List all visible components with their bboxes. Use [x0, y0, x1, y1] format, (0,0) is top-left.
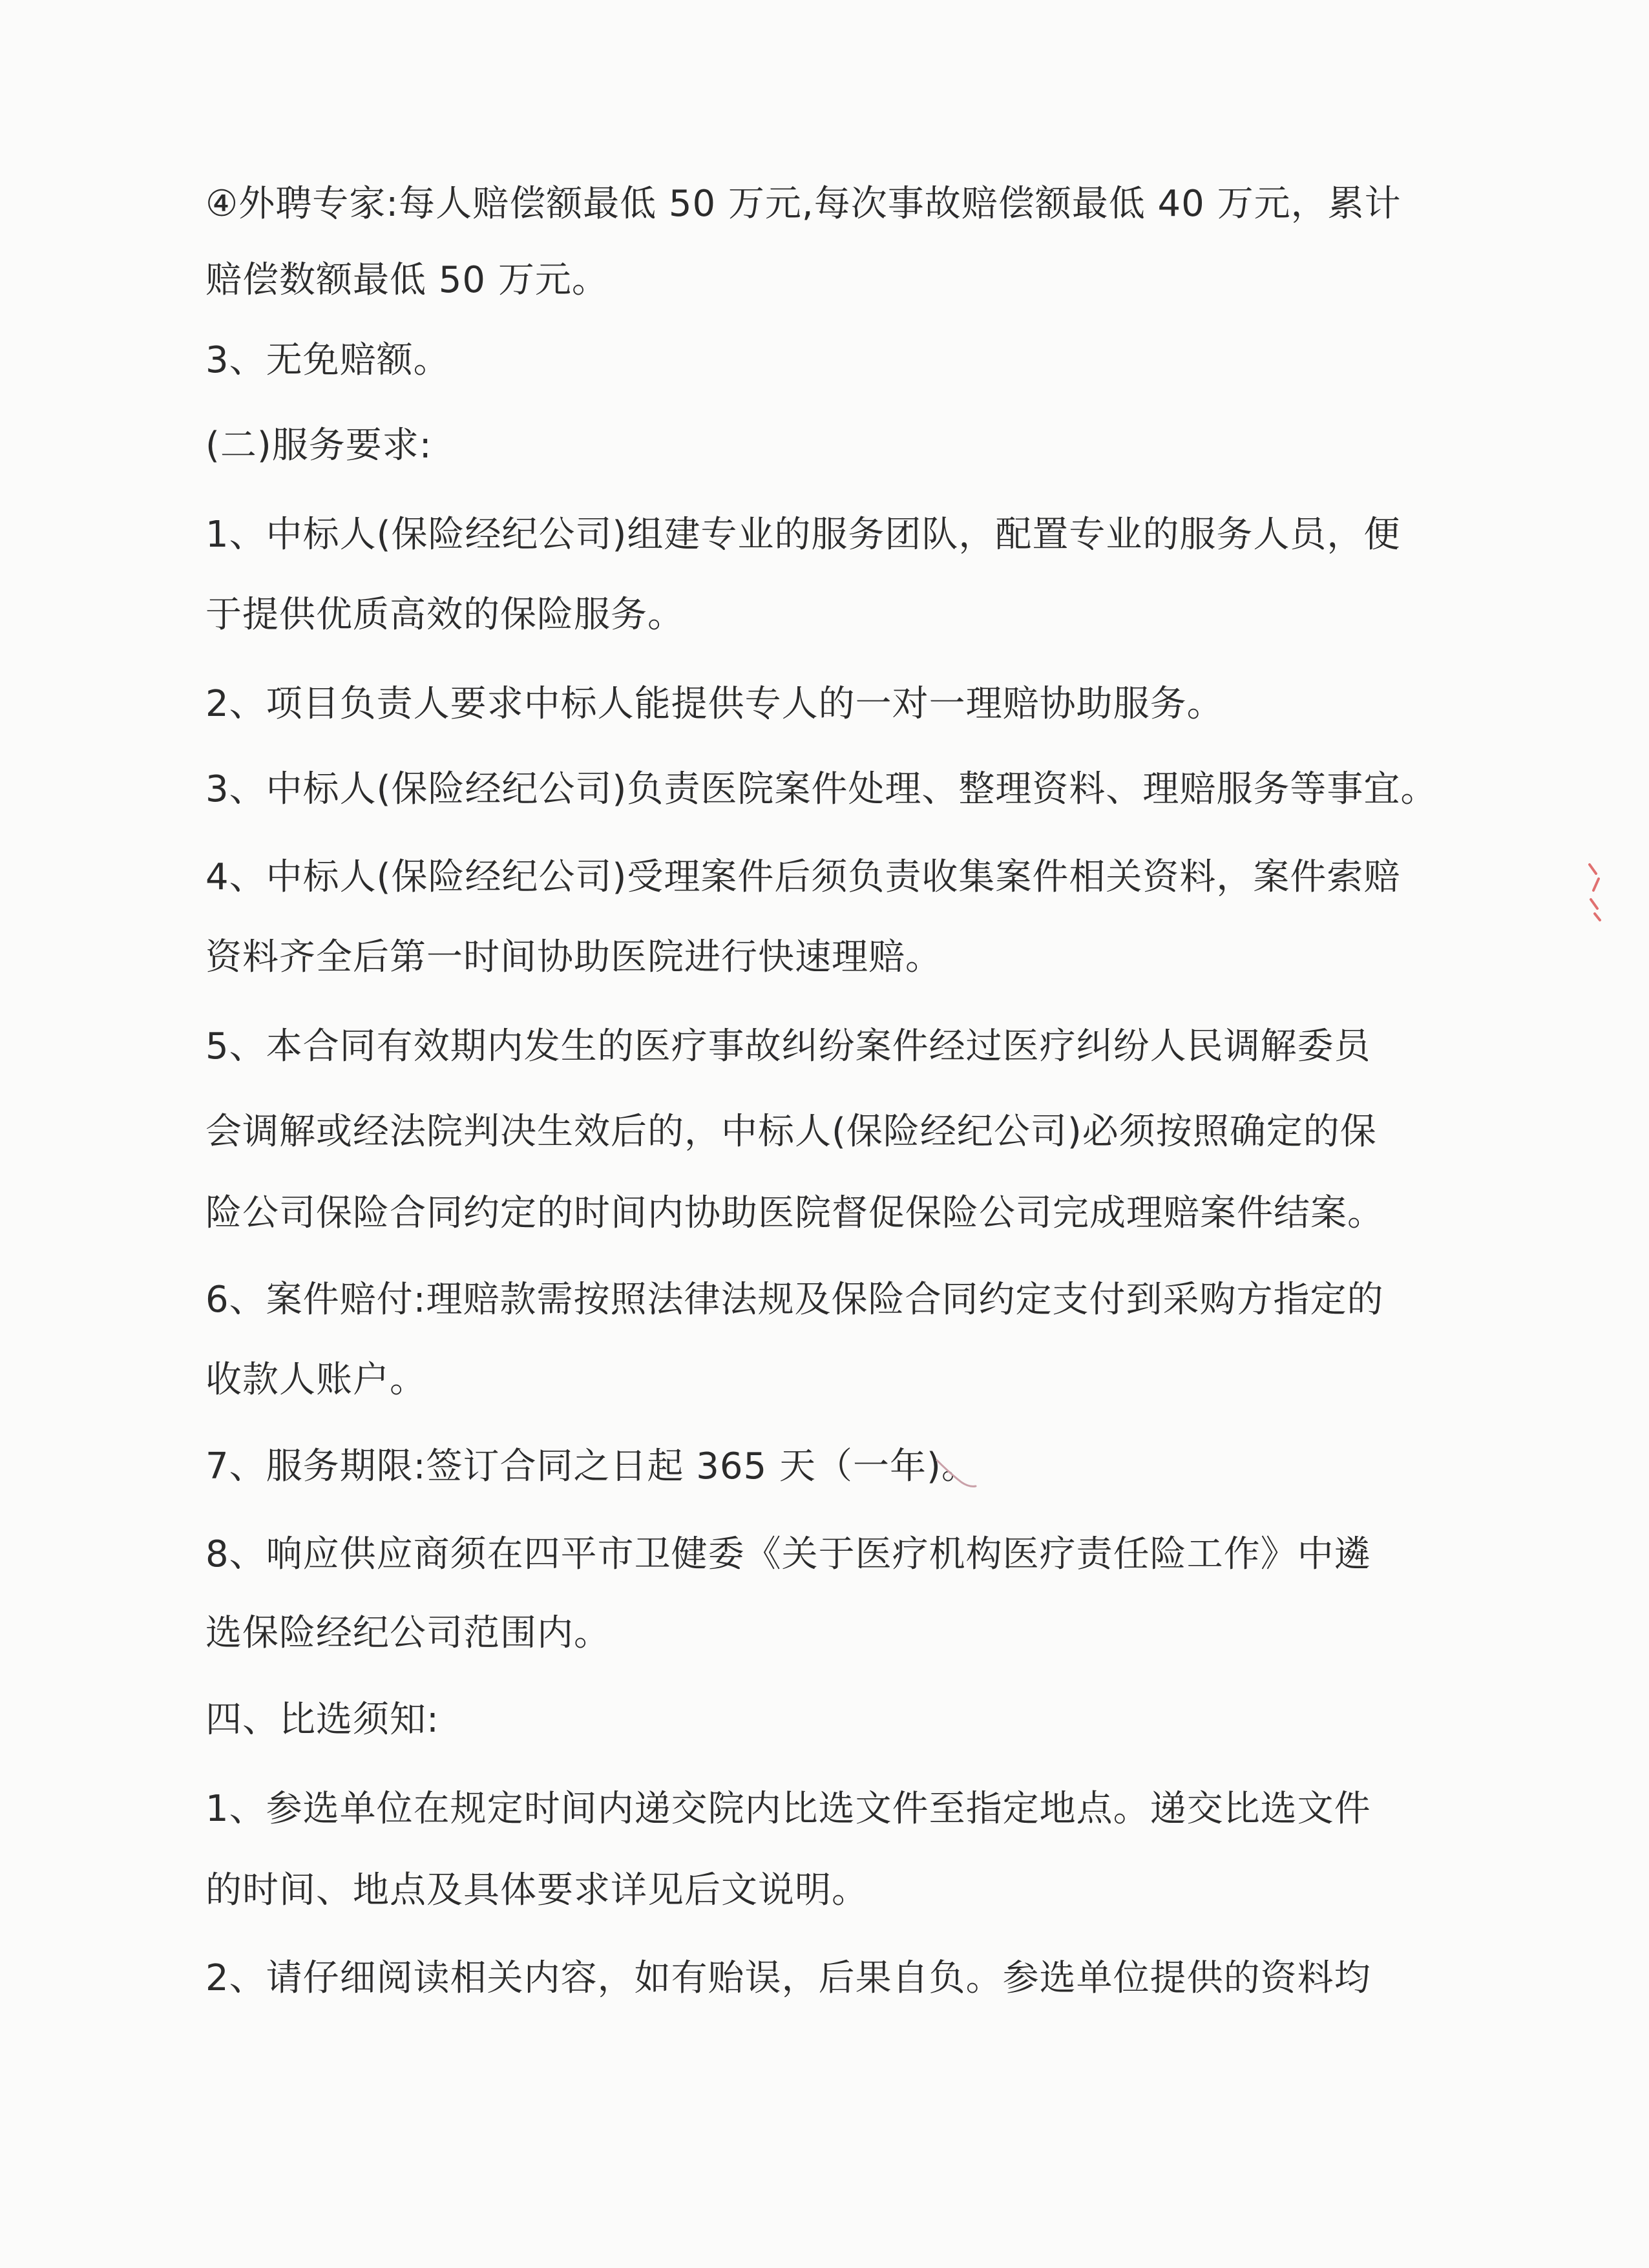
text-line-item-6-cont: 收款人账户。 — [205, 1359, 426, 1401]
section-heading-selection-notice: 四、比选须知: — [205, 1699, 439, 1741]
text-line-item-4-cont: 资料齐全后第一时间协助医院进行快速理赔。 — [205, 936, 942, 978]
text-line-item-2: 2、项目负责人要求中标人能提供专人的一对一理赔协助服务。 — [205, 683, 1224, 725]
text-line-external-expert: ④外聘专家:每人赔偿额最低 50 万元,每次事故赔偿额最低 40 万元，累计 — [205, 183, 1402, 225]
text-line-item-8-cont: 选保险经纪公司范围内。 — [205, 1612, 611, 1654]
text-line-item-3: 3、中标人(保险经纪公司)负责医院案件处理、整理资料、理赔服务等事宜。 — [205, 768, 1438, 810]
pen-stroke-mark — [930, 1454, 982, 1493]
text-line-item-5: 5、本合同有效期内发生的医疗事故纠纷案件经过医疗纠纷人民调解委员 — [205, 1025, 1371, 1067]
text-line-item-5-cont-1: 会调解或经法院判决生效后的，中标人(保险经纪公司)必须按照确定的保 — [205, 1111, 1377, 1153]
text-line-no-deductible: 3、无免赔额。 — [205, 339, 450, 381]
text-line-notice-2: 2、请仔细阅读相关内容，如有贻误，后果自负。参选单位提供的资料均 — [205, 1957, 1371, 1999]
text-line-item-1-cont: 于提供优质高效的保险服务。 — [205, 594, 684, 636]
text-line-item-4: 4、中标人(保险经纪公司)受理案件后须负责收集案件相关资料，案件索赔 — [205, 856, 1401, 898]
red-ink-mark — [1582, 859, 1608, 924]
text-line-item-1: 1、中标人(保险经纪公司)组建专业的服务团队，配置专业的服务人员，便 — [205, 514, 1401, 556]
section-heading-service-requirements: (二)服务要求: — [205, 425, 432, 467]
text-line-item-6: 6、案件赔付:理赔款需按照法律法规及保险合同约定支付到采购方指定的 — [205, 1279, 1384, 1321]
text-line-item-8: 8、响应供应商须在四平市卫健委《关于医疗机构医疗责任险工作》中遴 — [205, 1533, 1371, 1575]
text-line-item-5-cont-2: 险公司保险合同约定的时间内协助医院督促保险公司完成理赔案件结案。 — [205, 1192, 1384, 1234]
text-line-notice-1-cont: 的时间、地点及具体要求详见后文说明。 — [205, 1869, 868, 1911]
text-line-notice-1: 1、参选单位在规定时间内递交院内比选文件至指定地点。递交比选文件 — [205, 1788, 1371, 1830]
text-line-cumulative-compensation: 赔偿数额最低 50 万元。 — [205, 259, 609, 301]
text-line-item-7: 7、服务期限:签订合同之日起 365 天（一年)。 — [205, 1445, 978, 1487]
